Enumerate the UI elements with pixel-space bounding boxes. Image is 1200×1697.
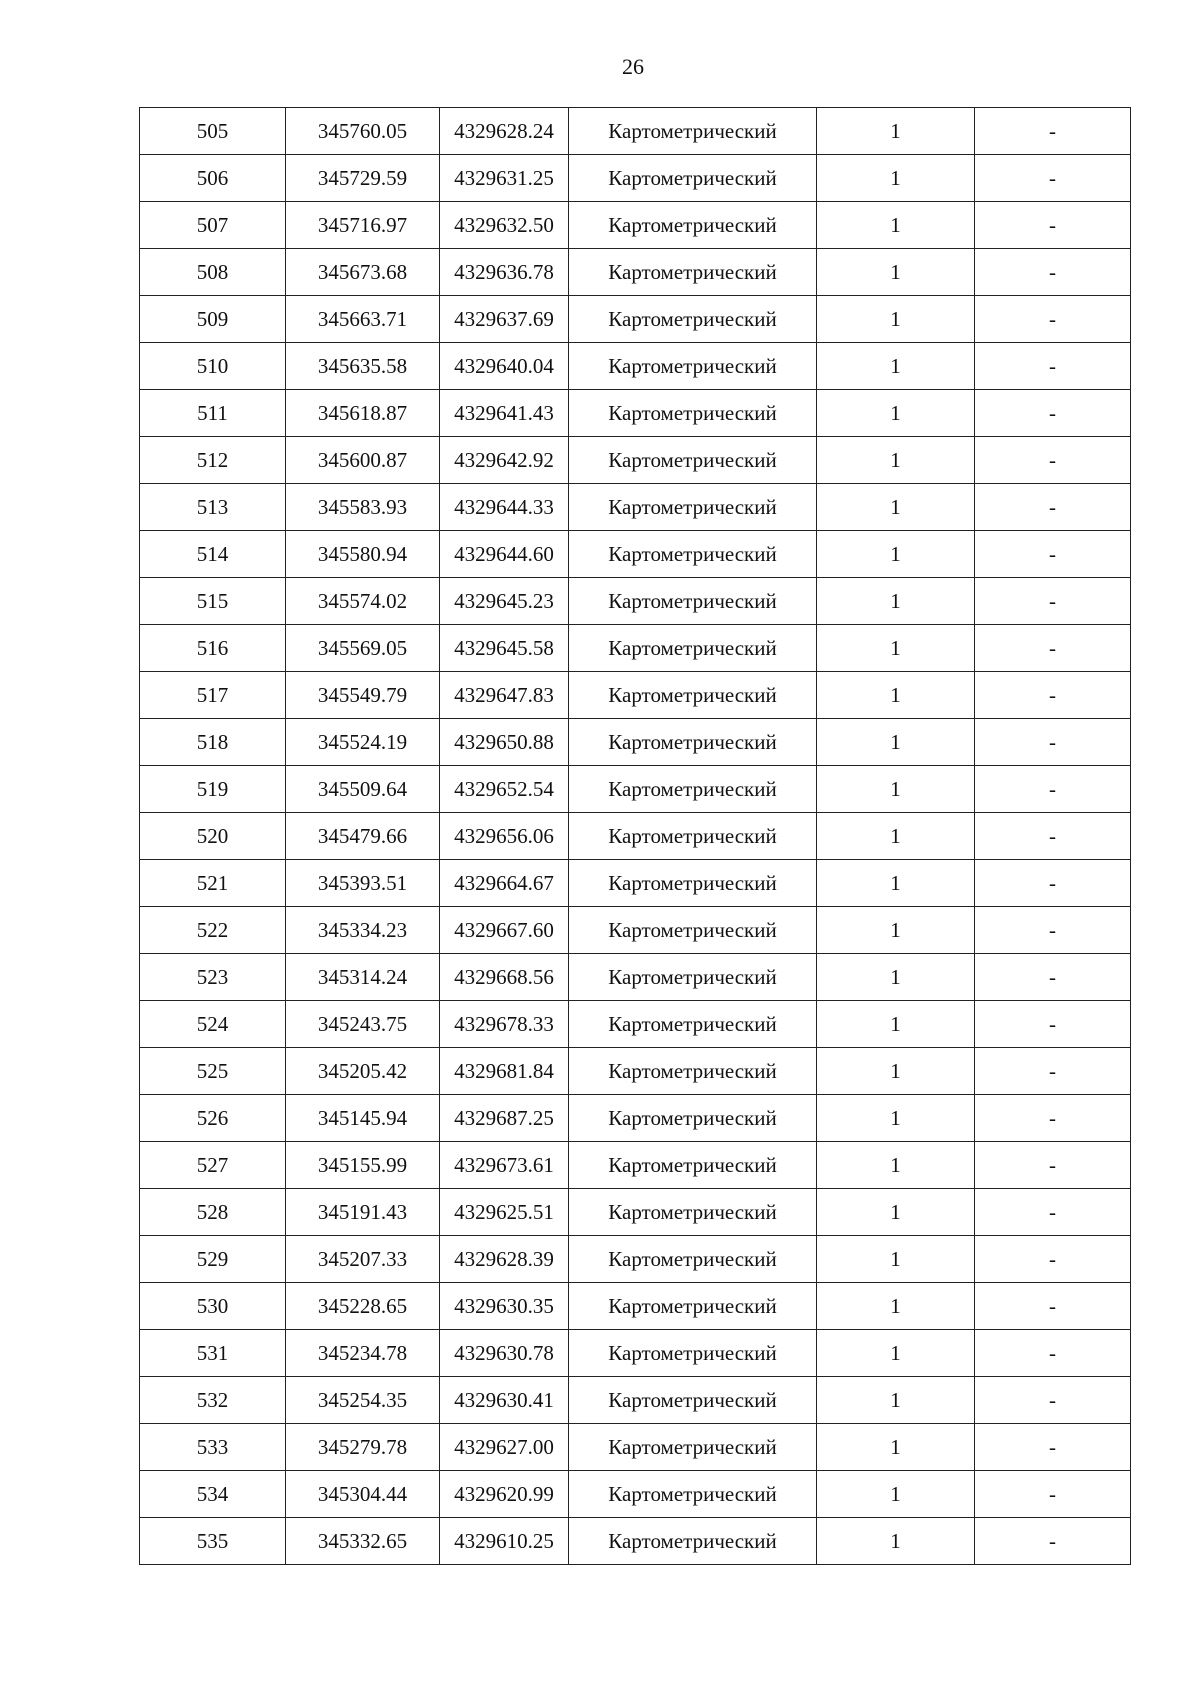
y-coordinate-cell: 4329644.60	[440, 531, 569, 578]
x-coordinate-cell: 345279.78	[286, 1424, 440, 1471]
y-coordinate-cell: 4329636.78	[440, 249, 569, 296]
accuracy-cell: 1	[817, 1189, 975, 1236]
accuracy-cell: 1	[817, 249, 975, 296]
description-cell: -	[975, 1377, 1131, 1424]
accuracy-cell: 1	[817, 531, 975, 578]
y-coordinate-cell: 4329627.00	[440, 1424, 569, 1471]
y-coordinate-cell: 4329632.50	[440, 202, 569, 249]
method-cell: Картометрический	[569, 1048, 817, 1095]
method-cell: Картометрический	[569, 249, 817, 296]
description-cell: -	[975, 813, 1131, 860]
point-number-cell: 533	[140, 1424, 286, 1471]
point-number-cell: 514	[140, 531, 286, 578]
method-cell: Картометрический	[569, 907, 817, 954]
description-cell: -	[975, 343, 1131, 390]
method-cell: Картометрический	[569, 1424, 817, 1471]
y-coordinate-cell: 4329630.41	[440, 1377, 569, 1424]
description-cell: -	[975, 1518, 1131, 1565]
x-coordinate-cell: 345304.44	[286, 1471, 440, 1518]
description-cell: -	[975, 1283, 1131, 1330]
table-row	[140, 672, 1131, 719]
table-row	[140, 343, 1131, 390]
table-row	[140, 1189, 1131, 1236]
y-coordinate-cell: 4329667.60	[440, 907, 569, 954]
point-number-cell: 528	[140, 1189, 286, 1236]
point-number-cell: 507	[140, 202, 286, 249]
x-coordinate-cell: 345334.23	[286, 907, 440, 954]
y-coordinate-cell: 4329652.54	[440, 766, 569, 813]
point-number-cell: 535	[140, 1518, 286, 1565]
description-cell: -	[975, 1471, 1131, 1518]
accuracy-cell: 1	[817, 719, 975, 766]
accuracy-cell: 1	[817, 296, 975, 343]
y-coordinate-cell: 4329631.25	[440, 155, 569, 202]
table-row	[140, 1377, 1131, 1424]
accuracy-cell: 1	[817, 578, 975, 625]
y-coordinate-cell: 4329656.06	[440, 813, 569, 860]
accuracy-cell: 1	[817, 672, 975, 719]
table-row	[140, 531, 1131, 578]
description-cell: -	[975, 1001, 1131, 1048]
x-coordinate-cell: 345509.64	[286, 766, 440, 813]
accuracy-cell: 1	[817, 437, 975, 484]
x-coordinate-cell: 345524.19	[286, 719, 440, 766]
method-cell: Картометрический	[569, 390, 817, 437]
method-cell: Картометрический	[569, 296, 817, 343]
description-cell: -	[975, 1189, 1131, 1236]
method-cell: Картометрический	[569, 1471, 817, 1518]
table-row	[140, 1095, 1131, 1142]
table-row	[140, 907, 1131, 954]
point-number-cell: 530	[140, 1283, 286, 1330]
y-coordinate-cell: 4329673.61	[440, 1142, 569, 1189]
table-row	[140, 1001, 1131, 1048]
accuracy-cell: 1	[817, 1236, 975, 1283]
y-coordinate-cell: 4329630.35	[440, 1283, 569, 1330]
x-coordinate-cell: 345228.65	[286, 1283, 440, 1330]
description-cell: -	[975, 860, 1131, 907]
accuracy-cell: 1	[817, 1142, 975, 1189]
point-number-cell: 521	[140, 860, 286, 907]
description-cell: -	[975, 907, 1131, 954]
method-cell: Картометрический	[569, 1001, 817, 1048]
description-cell: -	[975, 1236, 1131, 1283]
x-coordinate-cell: 345243.75	[286, 1001, 440, 1048]
table-row	[140, 813, 1131, 860]
table-row	[140, 202, 1131, 249]
table-row	[140, 1142, 1131, 1189]
y-coordinate-cell: 4329625.51	[440, 1189, 569, 1236]
y-coordinate-cell: 4329664.67	[440, 860, 569, 907]
description-cell: -	[975, 578, 1131, 625]
description-cell: -	[975, 1048, 1131, 1095]
description-cell: -	[975, 625, 1131, 672]
point-number-cell: 513	[140, 484, 286, 531]
table-row	[140, 390, 1131, 437]
accuracy-cell: 1	[817, 766, 975, 813]
table-row	[140, 1471, 1131, 1518]
x-coordinate-cell: 345716.97	[286, 202, 440, 249]
y-coordinate-cell: 4329628.39	[440, 1236, 569, 1283]
table-row	[140, 1330, 1131, 1377]
accuracy-cell: 1	[817, 1518, 975, 1565]
point-number-cell: 523	[140, 954, 286, 1001]
accuracy-cell: 1	[817, 155, 975, 202]
method-cell: Картометрический	[569, 954, 817, 1001]
method-cell: Картометрический	[569, 202, 817, 249]
accuracy-cell: 1	[817, 1095, 975, 1142]
description-cell: -	[975, 437, 1131, 484]
description-cell: -	[975, 1330, 1131, 1377]
x-coordinate-cell: 345580.94	[286, 531, 440, 578]
y-coordinate-cell: 4329647.83	[440, 672, 569, 719]
y-coordinate-cell: 4329645.58	[440, 625, 569, 672]
x-coordinate-cell: 345760.05	[286, 108, 440, 155]
point-number-cell: 531	[140, 1330, 286, 1377]
table-row	[140, 1236, 1131, 1283]
y-coordinate-cell: 4329630.78	[440, 1330, 569, 1377]
point-number-cell: 524	[140, 1001, 286, 1048]
accuracy-cell: 1	[817, 813, 975, 860]
x-coordinate-cell: 345145.94	[286, 1095, 440, 1142]
accuracy-cell: 1	[817, 1283, 975, 1330]
accuracy-cell: 1	[817, 1471, 975, 1518]
method-cell: Картометрический	[569, 860, 817, 907]
point-number-cell: 532	[140, 1377, 286, 1424]
table-row	[140, 108, 1131, 155]
description-cell: -	[975, 296, 1131, 343]
description-cell: -	[975, 766, 1131, 813]
x-coordinate-cell: 345635.58	[286, 343, 440, 390]
method-cell: Картометрический	[569, 108, 817, 155]
method-cell: Картометрический	[569, 155, 817, 202]
x-coordinate-cell: 345673.68	[286, 249, 440, 296]
point-number-cell: 525	[140, 1048, 286, 1095]
y-coordinate-cell: 4329644.33	[440, 484, 569, 531]
x-coordinate-cell: 345583.93	[286, 484, 440, 531]
table-row	[140, 625, 1131, 672]
method-cell: Картометрический	[569, 625, 817, 672]
table-row	[140, 954, 1131, 1001]
page-number: 26	[622, 54, 644, 79]
point-number-cell: 522	[140, 907, 286, 954]
point-number-cell: 518	[140, 719, 286, 766]
point-number-cell: 527	[140, 1142, 286, 1189]
x-coordinate-cell: 345254.35	[286, 1377, 440, 1424]
description-cell: -	[975, 249, 1131, 296]
description-cell: -	[975, 1424, 1131, 1471]
point-number-cell: 510	[140, 343, 286, 390]
table-row	[140, 719, 1131, 766]
point-number-cell: 517	[140, 672, 286, 719]
x-coordinate-cell: 345205.42	[286, 1048, 440, 1095]
x-coordinate-cell: 345393.51	[286, 860, 440, 907]
accuracy-cell: 1	[817, 202, 975, 249]
table-row	[140, 1518, 1131, 1565]
x-coordinate-cell: 345729.59	[286, 155, 440, 202]
accuracy-cell: 1	[817, 907, 975, 954]
table-row	[140, 155, 1131, 202]
description-cell: -	[975, 1095, 1131, 1142]
accuracy-cell: 1	[817, 1048, 975, 1095]
y-coordinate-cell: 4329641.43	[440, 390, 569, 437]
point-number-cell: 519	[140, 766, 286, 813]
point-number-cell: 506	[140, 155, 286, 202]
accuracy-cell: 1	[817, 860, 975, 907]
method-cell: Картометрический	[569, 578, 817, 625]
description-cell: -	[975, 954, 1131, 1001]
table-row	[140, 1283, 1131, 1330]
y-coordinate-cell: 4329637.69	[440, 296, 569, 343]
table-row	[140, 766, 1131, 813]
y-coordinate-cell: 4329620.99	[440, 1471, 569, 1518]
x-coordinate-cell: 345314.24	[286, 954, 440, 1001]
y-coordinate-cell: 4329645.23	[440, 578, 569, 625]
accuracy-cell: 1	[817, 625, 975, 672]
y-coordinate-cell: 4329681.84	[440, 1048, 569, 1095]
description-cell: -	[975, 484, 1131, 531]
coordinates-table	[139, 107, 1131, 1565]
accuracy-cell: 1	[817, 954, 975, 1001]
method-cell: Картометрический	[569, 1518, 817, 1565]
method-cell: Картометрический	[569, 1095, 817, 1142]
method-cell: Картометрический	[569, 813, 817, 860]
method-cell: Картометрический	[569, 672, 817, 719]
method-cell: Картометрический	[569, 484, 817, 531]
table-row	[140, 484, 1131, 531]
description-cell: -	[975, 1142, 1131, 1189]
description-cell: -	[975, 108, 1131, 155]
x-coordinate-cell: 345332.65	[286, 1518, 440, 1565]
x-coordinate-cell: 345479.66	[286, 813, 440, 860]
point-number-cell: 509	[140, 296, 286, 343]
point-number-cell: 516	[140, 625, 286, 672]
method-cell: Картометрический	[569, 1142, 817, 1189]
table-row	[140, 249, 1131, 296]
point-number-cell: 520	[140, 813, 286, 860]
point-number-cell: 515	[140, 578, 286, 625]
x-coordinate-cell: 345191.43	[286, 1189, 440, 1236]
description-cell: -	[975, 155, 1131, 202]
x-coordinate-cell: 345600.87	[286, 437, 440, 484]
method-cell: Картометрический	[569, 343, 817, 390]
table-row	[140, 437, 1131, 484]
table-row	[140, 860, 1131, 907]
table-row	[140, 296, 1131, 343]
table-row	[140, 1424, 1131, 1471]
accuracy-cell: 1	[817, 1424, 975, 1471]
accuracy-cell: 1	[817, 108, 975, 155]
x-coordinate-cell: 345549.79	[286, 672, 440, 719]
point-number-cell: 526	[140, 1095, 286, 1142]
x-coordinate-cell: 345234.78	[286, 1330, 440, 1377]
y-coordinate-cell: 4329650.88	[440, 719, 569, 766]
y-coordinate-cell: 4329678.33	[440, 1001, 569, 1048]
point-number-cell: 529	[140, 1236, 286, 1283]
x-coordinate-cell: 345207.33	[286, 1236, 440, 1283]
point-number-cell: 508	[140, 249, 286, 296]
accuracy-cell: 1	[817, 390, 975, 437]
method-cell: Картометрический	[569, 1189, 817, 1236]
x-coordinate-cell: 345663.71	[286, 296, 440, 343]
method-cell: Картометрический	[569, 437, 817, 484]
method-cell: Картометрический	[569, 1283, 817, 1330]
point-number-cell: 505	[140, 108, 286, 155]
point-number-cell: 511	[140, 390, 286, 437]
method-cell: Картометрический	[569, 766, 817, 813]
method-cell: Картометрический	[569, 1377, 817, 1424]
table-row	[140, 1048, 1131, 1095]
accuracy-cell: 1	[817, 1330, 975, 1377]
point-number-cell: 534	[140, 1471, 286, 1518]
description-cell: -	[975, 531, 1131, 578]
coordinates-table-body	[140, 108, 1131, 1565]
accuracy-cell: 1	[817, 1001, 975, 1048]
description-cell: -	[975, 719, 1131, 766]
y-coordinate-cell: 4329642.92	[440, 437, 569, 484]
method-cell: Картометрический	[569, 719, 817, 766]
description-cell: -	[975, 202, 1131, 249]
x-coordinate-cell: 345574.02	[286, 578, 440, 625]
y-coordinate-cell: 4329628.24	[440, 108, 569, 155]
accuracy-cell: 1	[817, 343, 975, 390]
x-coordinate-cell: 345569.05	[286, 625, 440, 672]
y-coordinate-cell: 4329687.25	[440, 1095, 569, 1142]
y-coordinate-cell: 4329640.04	[440, 343, 569, 390]
y-coordinate-cell: 4329610.25	[440, 1518, 569, 1565]
table-row	[140, 578, 1131, 625]
accuracy-cell: 1	[817, 1377, 975, 1424]
description-cell: -	[975, 390, 1131, 437]
x-coordinate-cell: 345618.87	[286, 390, 440, 437]
method-cell: Картометрический	[569, 1330, 817, 1377]
method-cell: Картометрический	[569, 1236, 817, 1283]
point-number-cell: 512	[140, 437, 286, 484]
description-cell: -	[975, 672, 1131, 719]
method-cell: Картометрический	[569, 531, 817, 578]
x-coordinate-cell: 345155.99	[286, 1142, 440, 1189]
accuracy-cell: 1	[817, 484, 975, 531]
y-coordinate-cell: 4329668.56	[440, 954, 569, 1001]
